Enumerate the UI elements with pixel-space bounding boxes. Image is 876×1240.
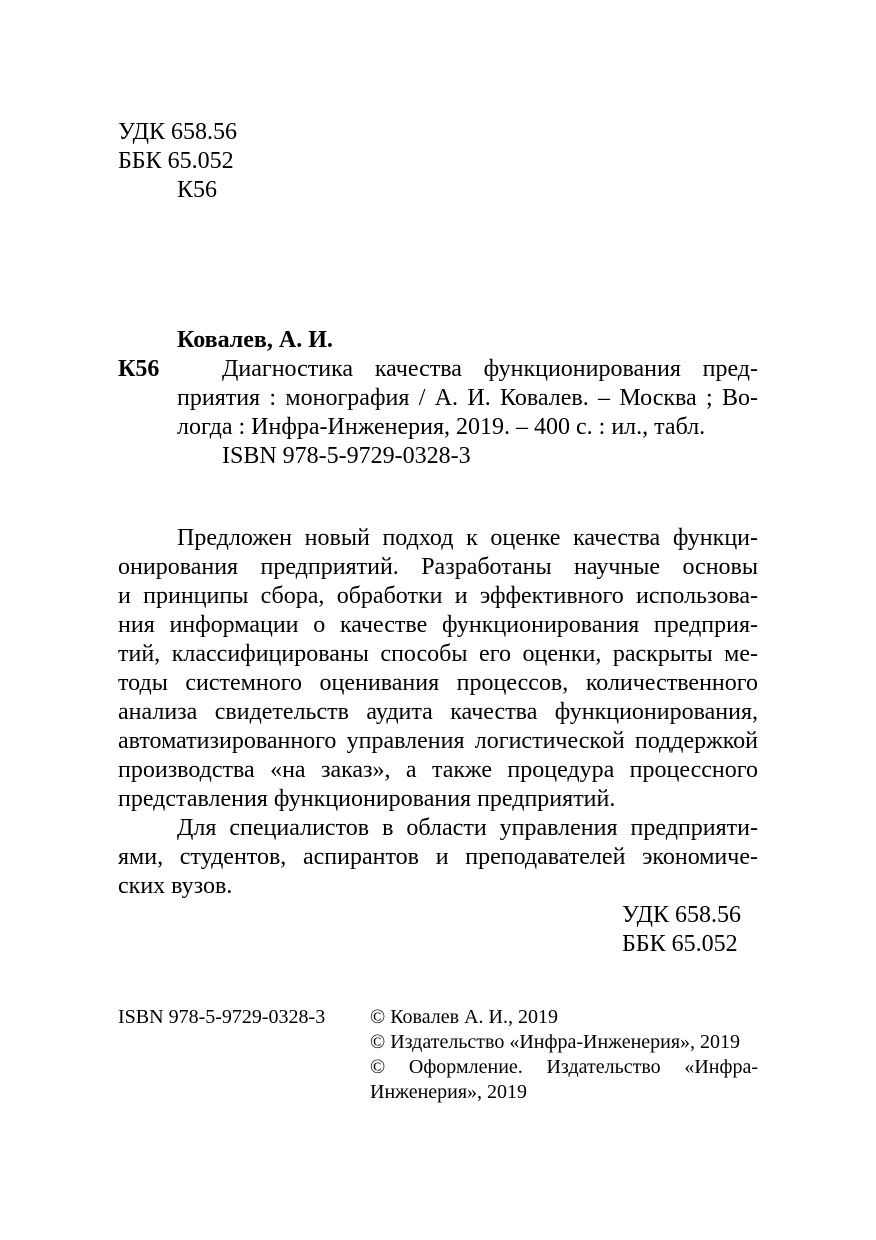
- abstract-line-1: Предложен новый подход к оценке качества функци-: [177, 525, 758, 551]
- copyright-design-line-1: © Оформление. Издательство «Инфра-: [370, 1056, 758, 1078]
- abstract-line-5: тий, классифицированы способы его оценки, раскрыты ме-: [118, 641, 758, 667]
- abstract-line-2: онирования предприятий. Разработаны научные основы: [118, 554, 758, 580]
- author-mark-header: К56: [177, 177, 218, 203]
- audience-line-2: ями, студентов, аспирантов и преподавателей экономиче-: [118, 844, 758, 870]
- audience-line-3: ских вузов.: [118, 873, 233, 899]
- record-mark: К56: [118, 356, 160, 382]
- abstract-line-8: автоматизированного управления логистической поддержкой: [118, 728, 758, 754]
- record-author: Ковалев, А. И.: [177, 327, 333, 353]
- imprint-isbn: ISBN 978-5-9729-0328-3: [118, 1006, 326, 1028]
- copyright-publisher: © Издательство «Инфра-Инженерия», 2019: [370, 1031, 741, 1053]
- record-title-line-2: приятия : монография / А. И. Ковалев. – Москва ; Во-: [177, 385, 758, 411]
- record-title-line-1: Диагностика качества функционирования пред-: [222, 356, 758, 382]
- abstract-line-10: представления функционирования предприятий.: [118, 786, 616, 812]
- udk-header: УДК 658.56: [118, 119, 237, 145]
- abstract-line-6: тоды системного оценивания процессов, количественного: [118, 670, 758, 696]
- bbk-header: ББК 65.052: [118, 148, 234, 174]
- abstract-line-4: ния информации о качестве функционирования предприя-: [118, 612, 758, 638]
- udk-footer: УДК 658.56: [622, 902, 741, 928]
- record-title-line-3: логда : Инфра-Инженерия, 2019. – 400 с. : ил., табл.: [177, 414, 706, 440]
- record-isbn: ISBN 978-5-9729-0328-3: [222, 443, 471, 469]
- copyright-design-line-2: Инженерия», 2019: [370, 1081, 528, 1103]
- copyright-author: © Ковалев А. И., 2019: [370, 1006, 558, 1028]
- abstract-line-9: производства «на заказ», а также процедура процессного: [118, 757, 758, 783]
- bbk-footer: ББК 65.052: [622, 931, 738, 957]
- audience-line-1: Для специалистов в области управления предприяти-: [177, 815, 758, 841]
- abstract-line-3: и принципы сбора, обработки и эффективного использова-: [118, 583, 758, 609]
- abstract-line-7: анализа свидетельств аудита качества функционирования,: [118, 699, 758, 725]
